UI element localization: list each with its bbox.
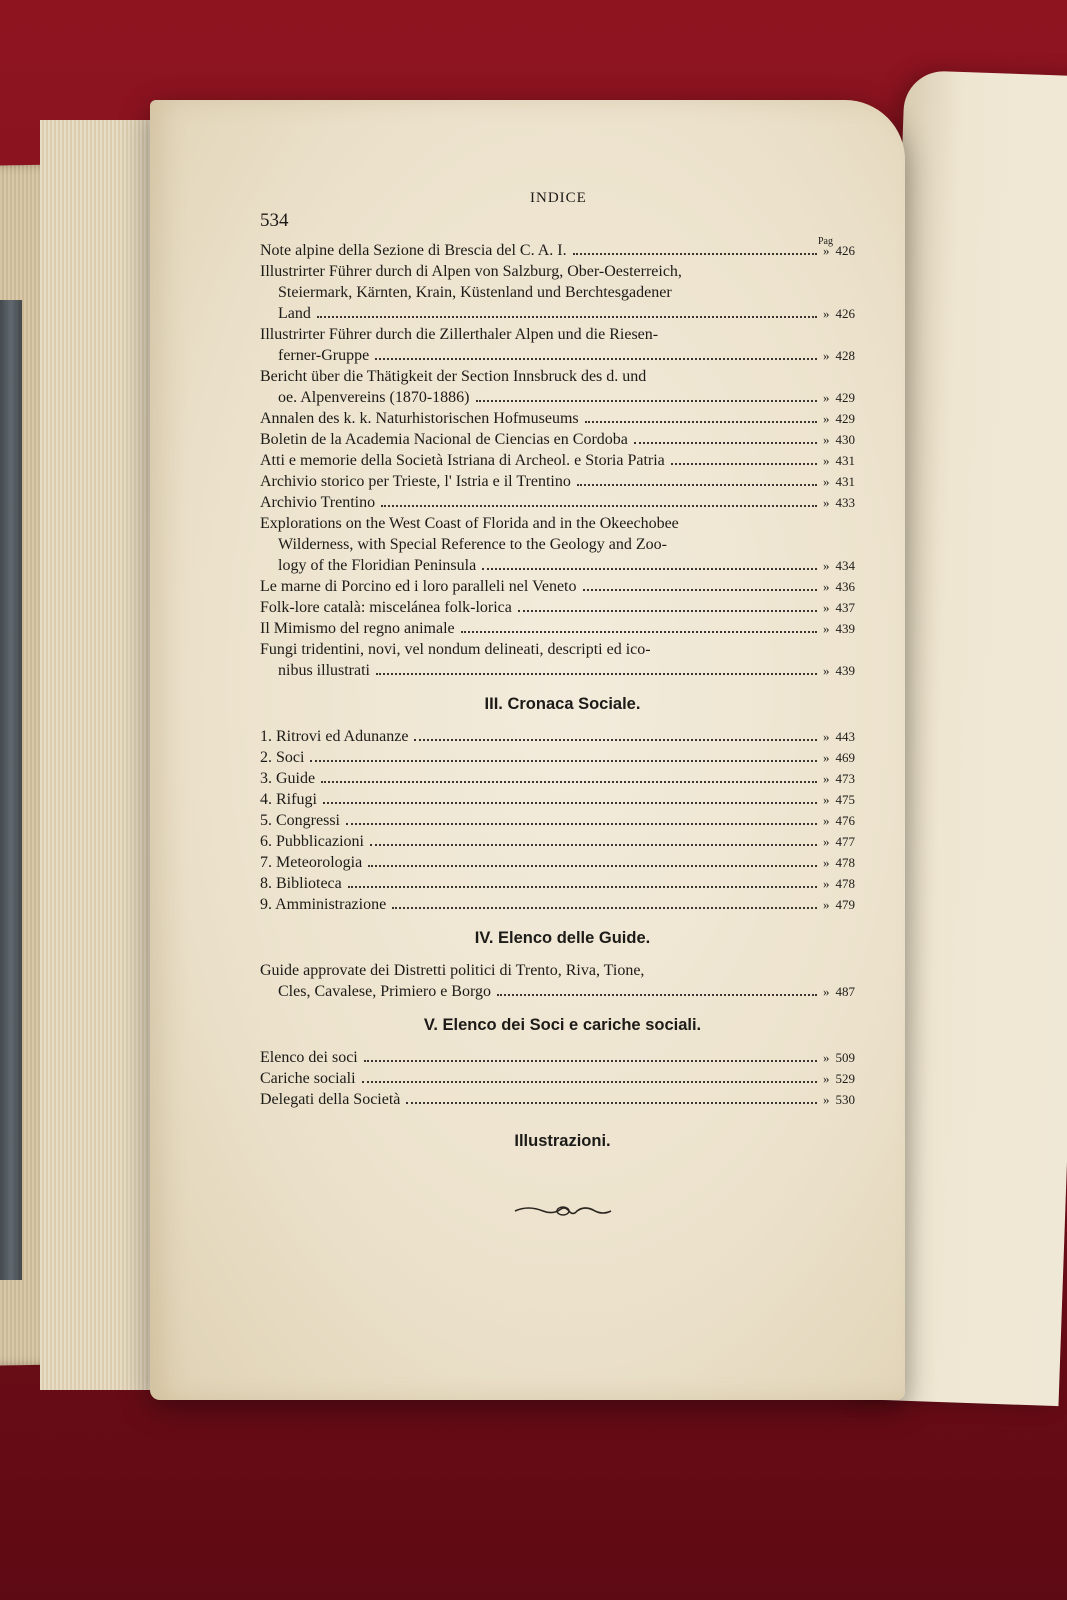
page-title: INDICE: [530, 190, 587, 206]
leader-dots: [585, 421, 817, 423]
cronaca-entry-row: [260, 726, 865, 747]
entry-text: Archivio Trentino: [260, 494, 376, 511]
leader-dots: [414, 739, 817, 741]
entry-page: » 426: [823, 243, 855, 258]
entry-text: Illustrirter Führer durch die Zillerthaler Alpen und die Riesen-: [260, 326, 659, 343]
entry-text: Illustrirter Führer durch di Alpen von Salzburg, Ober-Oesterreich,: [260, 263, 682, 280]
leader-dots: [518, 610, 817, 612]
soci-entry-row: [260, 1047, 865, 1068]
index-entry-row: [260, 408, 865, 429]
entry-text: Explorations on the West Coast of Florida and in the Okeechobee: [260, 515, 679, 532]
section-title-guide: IV. Elenco delle Guide.: [474, 929, 651, 947]
entry-text: Cariche sociali: [260, 1070, 356, 1087]
index-entry-row: [260, 282, 865, 303]
entry-text: nibus illustrati: [278, 662, 370, 679]
index-entry-row: [260, 576, 865, 597]
index-entry-row: [260, 261, 865, 282]
cronaca-entry-row: [260, 747, 865, 768]
index-entry-row: [260, 345, 865, 366]
index-content: [260, 180, 865, 1224]
entry-text: 5. Congressi: [260, 812, 340, 829]
entry-page: » 476: [823, 813, 855, 828]
entry-text: Land: [278, 305, 311, 322]
index-entry-row: [260, 429, 865, 450]
index-entry-row: [260, 240, 865, 261]
leader-dots: [573, 253, 817, 255]
entry-page: » 478: [823, 876, 855, 891]
entry-page: » 434: [823, 558, 855, 573]
section-title-soci: V. Elenco dei Soci e cariche sociali.: [423, 1016, 702, 1034]
ornament-icon: [260, 1203, 865, 1224]
index-entry-row: [260, 618, 865, 639]
entry-page: » 428: [823, 348, 855, 363]
cronaca-list: [260, 726, 865, 915]
entry-page: » 478: [823, 855, 855, 870]
entry-page: » 429: [823, 390, 855, 405]
index-entry-row: [260, 450, 865, 471]
entry-page: » 530: [823, 1092, 855, 1107]
entry-text: 6. Pubblicazioni: [260, 833, 364, 850]
soci-entry-row: [260, 1068, 865, 1089]
entry-text: Le marne di Porcino ed i loro paralleli nel Veneto: [260, 578, 577, 595]
entry-text: Note alpine della Sezione di Brescia del C. A. I.: [260, 242, 567, 259]
entry-page: » 439: [823, 663, 855, 678]
cronaca-entry-row: [260, 768, 865, 789]
entry-page: » 431: [823, 474, 855, 489]
entry-page: » 487: [823, 984, 855, 999]
entry-text: 7. Meteorologia: [260, 854, 363, 871]
entry-page: » 529: [823, 1071, 855, 1086]
entry-text: Steiermark, Kärnten, Krain, Küstenland und Berchtesgadener: [278, 284, 672, 301]
entries-list: [260, 240, 865, 681]
entry-text: Archivio storico per Trieste, l' Istria e il Trentino: [260, 473, 571, 490]
entry-text: Delegati della Società: [260, 1091, 401, 1108]
leader-dots: [634, 442, 817, 444]
leader-dots: [317, 316, 817, 318]
soci-entry-row: [260, 1089, 865, 1110]
entry-text: Atti e memorie della Società Istriana di Archeol. e Storia Patria: [260, 452, 665, 469]
leader-dots: [375, 358, 817, 360]
entry-page: » 437: [823, 600, 855, 615]
entry-page: » 479: [823, 897, 855, 912]
index-entry-row: [260, 492, 865, 513]
leader-dots: [321, 781, 817, 783]
entry-text: Bericht über die Thätigkeit der Section Innsbruck des d. und: [260, 368, 647, 385]
entry-page: » 430: [823, 432, 855, 447]
leader-dots: [376, 673, 817, 675]
index-entry-row: [260, 555, 865, 576]
cronaca-entry-row: [260, 873, 865, 894]
leader-dots: [368, 865, 817, 867]
index-entry-row: [260, 639, 865, 660]
leader-dots: [461, 631, 817, 633]
page-number: 534: [260, 210, 289, 231]
pag-label: Pag: [818, 236, 833, 247]
entry-text: Folk-lore català: miscelánea folk-lorica: [260, 599, 512, 616]
leader-dots: [310, 760, 817, 762]
index-entry-row: [260, 471, 865, 492]
index-entry-row: [260, 324, 865, 345]
leader-dots: [346, 823, 817, 825]
section-title-illustrazioni: Illustrazioni.: [514, 1132, 611, 1150]
entry-text: Elenco dei soci: [260, 1049, 358, 1066]
entry-text: Boletin de la Academia Nacional de Ciencias en Cordoba: [260, 431, 628, 448]
page-header: [260, 180, 865, 247]
cronaca-entry-row: [260, 810, 865, 831]
index-entry-row: [260, 534, 865, 555]
guide-entry-line1: Guide approvate dei Distretti politici di Trento, Riva, Tione,: [260, 962, 645, 979]
entry-page: » 469: [823, 750, 855, 765]
cronaca-entry-row: [260, 852, 865, 873]
cronaca-entry-row: [260, 831, 865, 852]
leader-dots: [362, 1081, 817, 1083]
entry-text: 4. Rifugi: [260, 791, 317, 808]
leader-dots: [671, 463, 817, 465]
index-entry-row: [260, 597, 865, 618]
leader-dots: [497, 994, 817, 996]
index-entry-row: [260, 513, 865, 534]
entry-text: 3. Guide: [260, 770, 316, 787]
index-entry-row: [260, 303, 865, 324]
entry-page: » 443: [823, 729, 855, 744]
section-title-cronaca: III. Cronaca Sociale.: [484, 695, 641, 713]
entry-text: 2. Soci: [260, 749, 305, 766]
leader-dots: [392, 907, 817, 909]
leader-dots: [583, 589, 818, 591]
entry-page: » 433: [823, 495, 855, 510]
leader-dots: [323, 802, 817, 804]
entry-text: Wilderness, with Special Reference to the Geology and Zoo-: [278, 536, 668, 553]
entry-page: » 426: [823, 306, 855, 321]
entry-text: Fungi tridentini, novi, vel nondum delineati, descripti ed ico-: [260, 641, 651, 658]
entry-page: » 429: [823, 411, 855, 426]
leader-dots: [482, 568, 817, 570]
entry-page: » 475: [823, 792, 855, 807]
entry-page: » 473: [823, 771, 855, 786]
entry-text: Annalen des k. k. Naturhistorischen Hofmuseums: [260, 410, 579, 427]
entry-text: 9. Amministrazione: [260, 896, 387, 913]
leader-dots: [370, 844, 817, 846]
entry-text: 1. Ritrovi ed Adunanze: [260, 728, 409, 745]
leader-dots: [381, 505, 817, 507]
leader-dots: [348, 886, 817, 888]
entry-text: ferner-Gruppe: [278, 347, 370, 364]
leader-dots: [364, 1060, 817, 1062]
entry-page: » 509: [823, 1050, 855, 1065]
leader-dots: [476, 400, 817, 402]
index-entry-row: [260, 660, 865, 681]
cronaca-entry-row: [260, 789, 865, 810]
leader-dots: [406, 1102, 817, 1104]
book-cover-strip: [0, 300, 22, 1280]
index-entry-row: [260, 366, 865, 387]
entry-page: » 436: [823, 579, 855, 594]
entry-text: logy of the Floridian Peninsula: [278, 557, 477, 574]
entry-page: » 477: [823, 834, 855, 849]
soci-list: [260, 1047, 865, 1110]
cronaca-entry-row: [260, 894, 865, 915]
entry-page: » 439: [823, 621, 855, 636]
entry-text: oe. Alpenvereins (1870-1886): [278, 389, 470, 406]
entry-text: 8. Biblioteca: [260, 875, 342, 892]
guide-entry: [260, 981, 865, 1002]
leader-dots: [577, 484, 817, 486]
entry-text: Il Mimismo del regno animale: [260, 620, 455, 637]
entry-page: » 431: [823, 453, 855, 468]
index-entry-row: [260, 387, 865, 408]
entry-text: Cles, Cavalese, Primiero e Borgo: [278, 983, 491, 1000]
